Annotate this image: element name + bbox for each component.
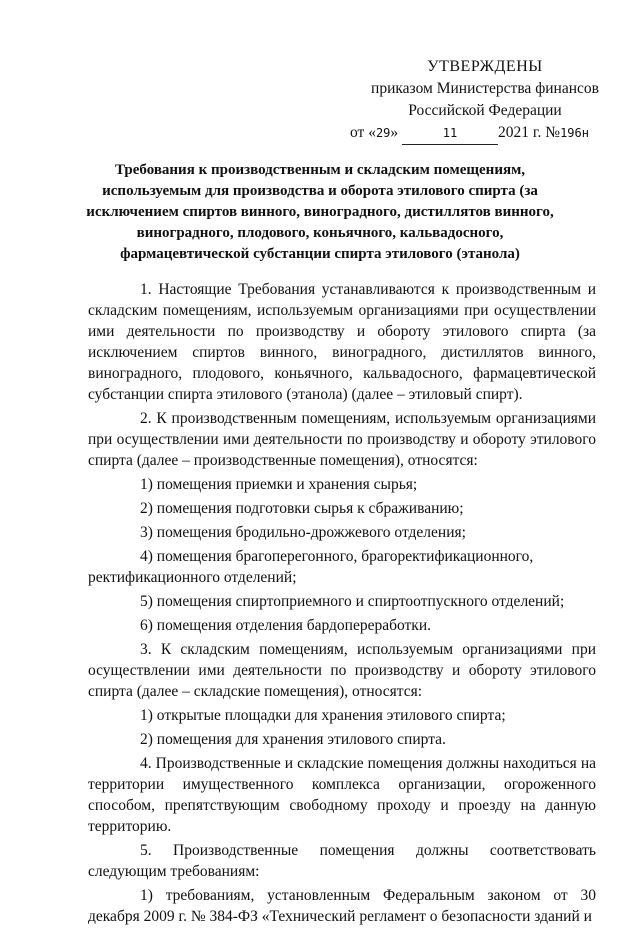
title-line: используемым для производства и оборота этилового спирта (за <box>102 183 538 199</box>
paragraph-5: 5. Производственные помещения должны соответствовать следующим требованиям: <box>88 842 596 880</box>
date-day: 29 <box>375 126 391 140</box>
document-title <box>80 160 560 265</box>
approval-issuer-line1: приказом Министерства финансов <box>371 80 599 97</box>
paragraph-5-item-1: 1) требованиям, установленным Федеральным законом от 30 декабря 2009 г. № 384-ФЗ «Технический регламент о безопасности зданий и <box>88 887 596 925</box>
approval-stamp <box>350 56 620 145</box>
title-line: виноградного, плодового, коньячного, кальвадосного, <box>136 225 504 241</box>
date-year: 2021 г. № <box>498 124 561 141</box>
approval-date-line <box>350 122 620 145</box>
approval-issuer-line2: Российской Федерации <box>408 102 562 119</box>
date-prefix: от « <box>350 124 376 141</box>
list-item: 2) помещения для хранения этилового спирта. <box>140 731 446 748</box>
date-month: 11 <box>442 126 458 140</box>
approval-title: УТВЕРЖДЕНЫ <box>427 58 543 75</box>
list-item: 3) помещения бродильно-дрожжевого отделения; <box>140 524 466 541</box>
list-item: 1) помещения приемки и хранения сырья; <box>140 476 418 493</box>
list-item: 1) открытые площадки для хранения этилового спирта; <box>140 707 506 724</box>
list-item: 6) помещения отделения бардопереработки. <box>140 617 432 634</box>
date-month-field <box>402 122 498 145</box>
paragraph-2: 2. К производственным помещениям, используемым организациями при осуществлении ими деятельности по производству и обороту этилового спирта (далее – производственные помещения), относятся: <box>88 410 596 469</box>
title-line: фармацевтической субстанции спирта этилового (этанола) <box>120 246 520 262</box>
paragraph-1: 1. Настоящие Требования устанавливаются к производственным и складским помещениям, используемым организациями при осуществлении ими деятельности по производству и обороту этилового спирта (за исключением спиртов винного, виноградного, дистиллятов винного, виноградного, плодового, коньячного, кальвадосного, фармацевтической субстанции спирта этилового (этанола) (далее – этиловый спирт). <box>88 281 596 403</box>
title-line: исключением спиртов винного, виноградного, дистиллятов винного, <box>86 204 554 220</box>
date-mid: » <box>390 124 399 141</box>
document-body <box>88 279 596 930</box>
title-line: Требования к производственным и складским помещениям, <box>114 162 526 178</box>
list-item: 5) помещения спиртоприемного и спиртоотпускного отделений; <box>140 593 565 610</box>
paragraph-4: 4. Производственные и складские помещения должны находиться на территории имущественного комплекса организации, огороженного способом, препятствующим свободному проходу и проезду на данную территорию. <box>88 755 596 835</box>
list-item: 2) помещения подготовки сырья к сбраживанию; <box>140 500 464 517</box>
list-item: 4) помещения брагоперегонного, брагоректификационного, ректификационного отделений; <box>88 548 534 586</box>
paragraph-3: 3. К складским помещениям, используемым организациями при осуществлении ими деятельности по производству и обороту этилового спирта (далее – складские помещения), относятся: <box>88 641 596 700</box>
order-number: 196н <box>560 126 589 140</box>
